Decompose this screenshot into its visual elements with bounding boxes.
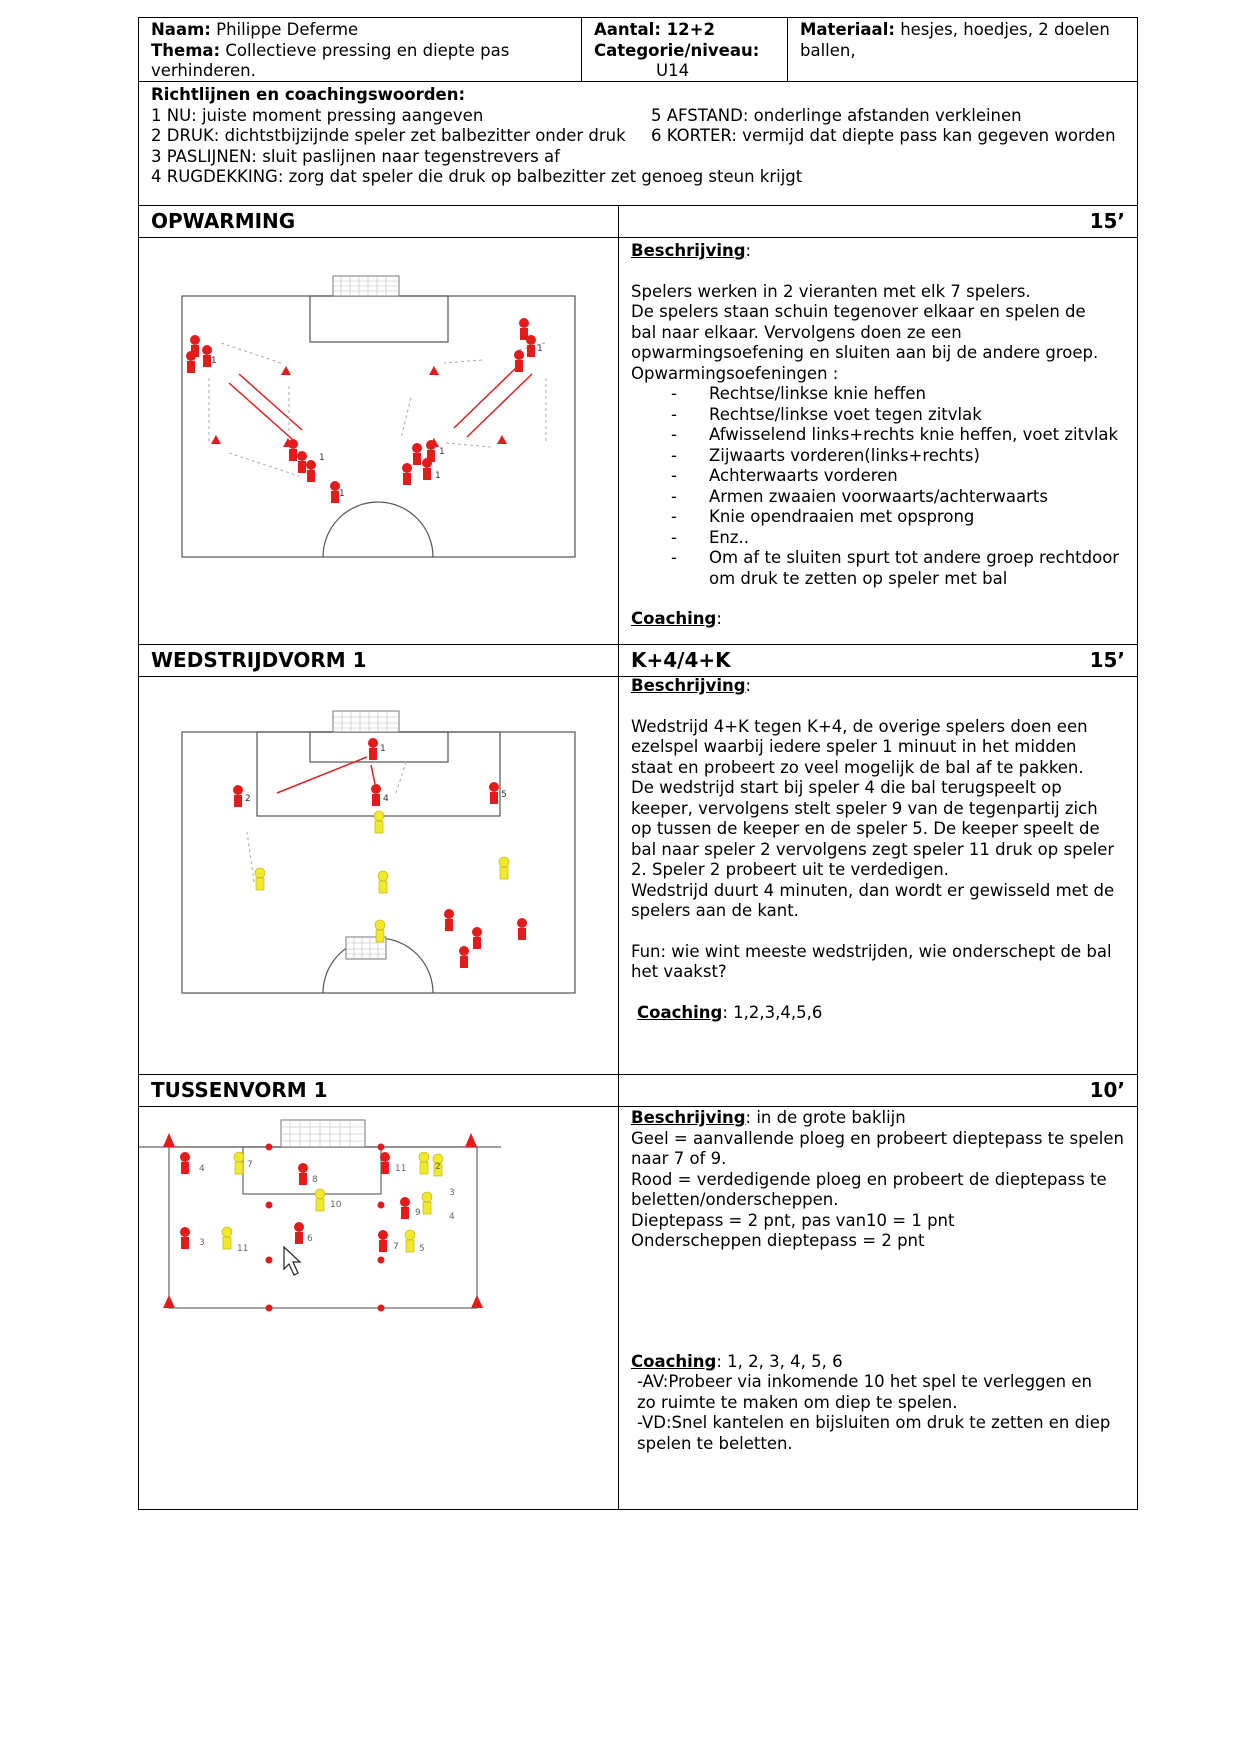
richtlijn-item: 3 PASLIJNEN: sluit paslijnen naar tegenstrevers af	[151, 146, 560, 166]
categorie-label: Categorie/niveau:	[594, 40, 760, 60]
richtlijnen-title: Richtlijnen en coachingswoorden:	[151, 85, 466, 104]
richtlijn-item: 2 DRUK: dichtstbijzijnde speler zet balbezitter onder druk	[151, 126, 626, 145]
player-number: 1	[537, 344, 543, 354]
richtlijn-item: 1 NU: juiste moment pressing aangeven	[151, 105, 484, 125]
player-number: 7	[393, 1242, 399, 1252]
wedstrijdvorm-title-row	[138, 645, 1138, 677]
header-name-theme	[139, 18, 582, 81]
list-item: - Achterwaarts vorderen	[671, 466, 1125, 487]
naam-value: Philippe Deferme	[216, 20, 359, 39]
categorie-value: U14	[656, 61, 690, 80]
colon: :	[716, 609, 722, 628]
opwarming-pitch	[139, 238, 617, 644]
player-number: 4	[199, 1164, 205, 1174]
text-line: bal naar speler 2 vervolgens zegt speler 11 druk op speler	[631, 839, 1115, 859]
tussenvorm-diagram	[139, 1107, 619, 1509]
wedstrijdvorm-diagram	[139, 677, 619, 1074]
text-line: beletten/onderscheppen.	[631, 1190, 839, 1209]
materiaal-label: Materiaal:	[800, 20, 895, 39]
richtlijnen-box	[138, 82, 1138, 206]
text-line: Opwarmingsoefeningen :	[631, 363, 839, 383]
wedstrijdvorm-pitch	[139, 677, 617, 1074]
beschrijving-label: Beschrijving	[631, 676, 746, 695]
opwarming-title-row	[138, 206, 1138, 238]
coaching-value: : 1,2,3,4,5,6	[722, 1002, 823, 1022]
text-line: keeper, vervolgens stelt speler 9 van de tegenpartij zich	[631, 798, 1098, 818]
text-line: Onderscheppen dieptepass = 2 pnt	[631, 1231, 925, 1250]
player-number: 4	[449, 1212, 455, 1222]
beschrijving-suffix: : in de grote baklijn	[745, 1108, 906, 1127]
text-line: spelers aan de kant.	[631, 901, 799, 920]
aantal-label: Aantal: 12+2	[594, 20, 715, 39]
tussenvorm-duration: 10’	[1089, 1078, 1125, 1102]
player-number: 11	[395, 1164, 407, 1174]
player-number: 5	[419, 1244, 425, 1254]
opwarming-text	[619, 238, 1137, 644]
text-line: Wedstrijd duurt 4 minuten, dan wordt er gewisseld met de	[631, 880, 1115, 900]
beschrijving-label: Beschrijving	[631, 241, 746, 260]
opwarming-diagram	[139, 238, 619, 644]
coaching-label: Coaching	[637, 1002, 723, 1022]
text-line: op tussen de keeper en de speler 5. De keeper speelt de	[631, 819, 1100, 838]
tussenvorm-pitch	[139, 1107, 617, 1509]
tussenvorm-title-row	[138, 1075, 1138, 1107]
text-line: opwarmingsoefening en sluiten aan bij de andere groep.	[631, 343, 1099, 362]
player-number: 3	[449, 1188, 455, 1198]
opwarming-duration: 15’	[1089, 209, 1125, 233]
text-line: spelen te beletten.	[637, 1433, 793, 1453]
player-number: 3	[199, 1238, 205, 1248]
richtlijn-item: 6 KORTER: vermijd dat diepte pass kan gegeven worden	[651, 126, 1116, 145]
thema-value: Collectieve pressing en diepte pas verhinderen.	[151, 40, 510, 80]
coaching-label: Coaching	[631, 609, 717, 628]
player-number: 2	[435, 1162, 441, 1172]
wedstrijdvorm-duration: 15’	[1089, 648, 1125, 672]
text-line: bal naar elkaar. Vervolgens doen ze een	[631, 322, 962, 342]
player-number: 1	[339, 489, 345, 499]
text-line: het vaakst?	[631, 962, 727, 981]
header-materiaal	[788, 18, 1137, 81]
cursor-icon	[284, 1247, 300, 1275]
text-line: zo ruimte te maken om diep te spelen.	[637, 1392, 958, 1412]
list-item: - Rechtse/linkse knie heffen	[671, 384, 1125, 405]
list-item: - Enz..	[671, 528, 1125, 549]
tussenvorm-title: TUSSENVORM 1	[139, 1075, 619, 1106]
player-number: 2	[245, 794, 251, 804]
player-number: 1	[319, 453, 325, 463]
exercise-list	[631, 384, 1125, 589]
session-sheet	[138, 17, 1138, 1510]
player-number: 4	[383, 794, 389, 804]
text-line: ezelspel waarbij iedere speler 1 minuut in het midden	[631, 737, 1077, 756]
beschrijving-label: Beschrijving	[631, 1108, 746, 1127]
text-line: De wedstrijd start bij speler 4 die bal terugspeelt op	[631, 778, 1062, 797]
tussenvorm-text	[619, 1107, 1137, 1509]
player-number: 7	[247, 1160, 253, 1170]
materiaal-value: hesjes, hoedjes, 2 doelen ballen,	[800, 20, 1110, 60]
player-number: 1	[380, 744, 386, 754]
wedstrijdvorm-format: K+4/4+K	[631, 648, 731, 672]
coaching-label: Coaching	[631, 1351, 717, 1371]
player-number: 10	[330, 1200, 342, 1210]
wedstrijdvorm-title: WEDSTRIJDVORM 1	[139, 645, 619, 676]
list-item: - Om af te sluiten spurt tot andere groep rechtdoor om druk te zetten op speler met bal	[671, 548, 1125, 589]
player-number: 1	[435, 471, 441, 481]
richtlijn-item: 4 RUGDEKKING: zorg dat speler die druk op balbezitter zet genoeg steun krijgt	[151, 167, 803, 186]
colon: :	[745, 676, 752, 695]
list-item: - Zijwaarts vorderen(links+rechts)	[671, 446, 1125, 467]
text-line: Wedstrijd 4+K tegen K+4, de overige spelers doen een	[631, 716, 1088, 736]
player-number: 11	[237, 1244, 249, 1254]
coaching-value: : 1, 2, 3, 4, 5, 6	[716, 1351, 843, 1371]
richtlijn-item: 5 AFSTAND: onderlinge afstanden verkleinen	[651, 105, 1022, 125]
text-line: naar 7 of 9.	[631, 1149, 727, 1168]
text-line: Dieptepass = 2 pnt, pas van10 = 1 pnt	[631, 1210, 955, 1230]
text-line: Fun: wie wint meeste wedstrijden, wie onderschept de bal	[631, 941, 1112, 961]
player-number: 8	[312, 1175, 318, 1185]
text-line: Rood = verdedigende ploeg en probeert de dieptepass te	[631, 1169, 1107, 1189]
wedstrijdvorm-text	[619, 677, 1137, 1074]
header-table	[138, 17, 1138, 82]
opwarming-title: OPWARMING	[139, 206, 619, 237]
list-item: - Knie opendraaien met opsprong	[671, 507, 1125, 528]
colon: :	[745, 241, 752, 260]
thema-label: Thema:	[151, 40, 221, 60]
list-item: - Armen zwaaien voorwaarts/achterwaarts	[671, 487, 1125, 508]
player-number: 1	[211, 356, 217, 366]
text-line: De spelers staan schuin tegenover elkaar en spelen de	[631, 302, 1086, 321]
text-line: -VD:Snel kantelen en bijsluiten om druk te zetten en diep	[637, 1413, 1111, 1432]
player-number: 5	[501, 790, 507, 800]
text-line: 2. Speler 2 probeert uit te verdedigen.	[631, 860, 949, 879]
text-line: staat en probeert zo veel mogelijk de bal af te pakken.	[631, 757, 1084, 777]
player-number: 6	[307, 1234, 313, 1244]
player-number: 9	[415, 1208, 421, 1218]
text-line: -AV:Probeer via inkomende 10 het spel te verleggen en	[637, 1372, 1092, 1391]
naam-label: Naam:	[151, 20, 211, 39]
text-line: Spelers werken in 2 vieranten met elk 7 spelers.	[631, 281, 1031, 301]
opwarming-section	[138, 238, 1138, 645]
header-aantal	[582, 18, 788, 81]
tussenvorm-section	[138, 1107, 1138, 1510]
wedstrijdvorm-section	[138, 677, 1138, 1075]
list-item: - Afwisselend links+rechts knie heffen, voet zitvlak	[671, 425, 1125, 446]
list-item: - Rechtse/linkse voet tegen zitvlak	[671, 405, 1125, 426]
player-number: 1	[439, 447, 445, 457]
text-line: Geel = aanvallende ploeg en probeert dieptepass te spelen	[631, 1128, 1124, 1148]
